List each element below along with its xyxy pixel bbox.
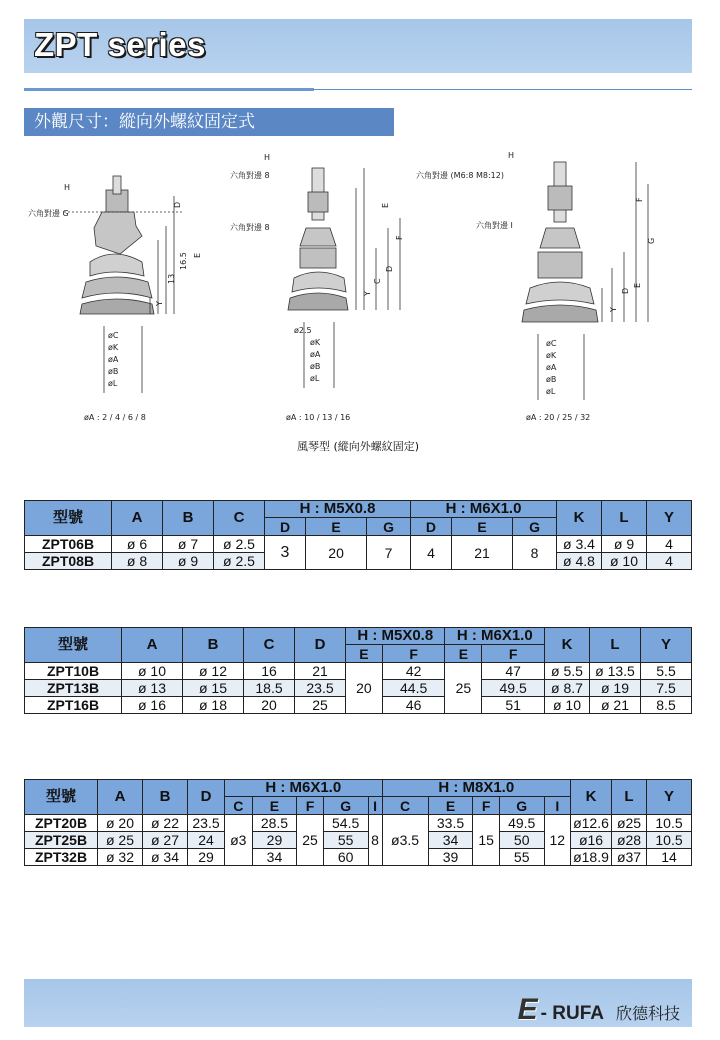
label-hex-g: 六角對邊 G [28, 209, 69, 218]
dim-e: E [633, 282, 642, 288]
cell-d2: 4 [410, 536, 451, 570]
dim-c: C [373, 278, 382, 284]
dia-k: øK [108, 343, 119, 352]
cell-e1: 20 [346, 663, 383, 714]
cell-a: ø 16 [122, 697, 183, 714]
diagram-caption: 風琴型 (縱向外螺紋固定) [296, 440, 420, 453]
cell-f1: 25 [297, 815, 323, 866]
cell-c: 20 [244, 697, 295, 714]
cell-i2: 12 [544, 815, 570, 866]
brand-e: E [517, 993, 537, 1026]
th-model: 型號 [25, 780, 98, 815]
dia-a: øA [310, 350, 321, 359]
cell-f2: 49.5 [482, 680, 545, 697]
cell-f1: 46 [382, 697, 445, 714]
cell-i1: 8 [368, 815, 382, 866]
cell-k: ø 10 [545, 697, 590, 714]
th-sub: D [410, 518, 451, 536]
dia-2-5: ø2.5 [294, 326, 312, 335]
cell-a: ø 10 [122, 663, 183, 680]
cell-l: ø 19 [590, 680, 641, 697]
page-title: ZPT series [34, 26, 206, 63]
cell-model: ZPT16B [25, 697, 122, 714]
table-row [25, 815, 692, 832]
cell-c1: ø3 [225, 815, 253, 866]
th-sub: G [367, 518, 411, 536]
cell-y: 14 [647, 849, 692, 866]
cell-y: 5.5 [641, 663, 692, 680]
th-sub: E [445, 645, 482, 663]
th-sub: E [346, 645, 383, 663]
dim-d: D [385, 265, 394, 272]
cell-l: ø37 [612, 849, 647, 866]
dim-16-5: 16.5 [179, 252, 188, 270]
th-k: K [545, 628, 590, 663]
th-h1: H : M5X0.8 [346, 628, 445, 645]
th-sub: F [297, 797, 323, 815]
dia-c: øC [546, 339, 557, 348]
th-h2: H : M8X1.0 [382, 780, 570, 797]
dia-l: øL [108, 379, 118, 388]
cell-d: 23.5 [188, 815, 225, 832]
th-h1: H : M5X0.8 [265, 501, 411, 518]
cell-l: ø 9 [602, 536, 647, 553]
cell-model: ZPT08B [25, 553, 112, 570]
cell-e2: 34 [428, 832, 473, 849]
diagram-area [24, 148, 692, 458]
cell-y: 10.5 [647, 815, 692, 832]
th-sub: I [544, 797, 570, 815]
cell-b: ø 12 [183, 663, 244, 680]
cell-g1: 54.5 [323, 815, 368, 832]
th-sub: D [265, 518, 306, 536]
cell-b: ø 18 [183, 697, 244, 714]
dim-d: D [173, 201, 182, 208]
th-d: D [295, 628, 346, 663]
cell-g2: 50 [499, 832, 544, 849]
th-sub: G [499, 797, 544, 815]
cell-g1: 55 [323, 832, 368, 849]
cell-e2: 25 [445, 663, 482, 714]
cell-g2: 55 [499, 849, 544, 866]
cell-k: ø12.6 [571, 815, 612, 832]
section-label: 外觀尺寸：縱向外螺紋固定式 [24, 108, 394, 136]
technical-drawings [24, 148, 692, 428]
th-c: C [244, 628, 295, 663]
dia-k: øK [310, 338, 321, 347]
label-hex-top: 六角對邊 (M6:8 M8:12) [416, 171, 504, 180]
th-sub: E [452, 518, 513, 536]
cell-e1: 34 [252, 849, 297, 866]
dia-k: øK [546, 351, 557, 360]
cell-c: 18.5 [244, 680, 295, 697]
cell-e2: 33.5 [428, 815, 473, 832]
table-row [25, 832, 692, 849]
cell-f2: 15 [473, 815, 499, 866]
cell-k: ø16 [571, 832, 612, 849]
th-l: L [590, 628, 641, 663]
dia-a: øA [108, 355, 119, 364]
dim-f: F [635, 197, 644, 202]
drawing-3 [522, 162, 648, 400]
th-model: 型號 [25, 628, 122, 663]
dim-y: Y [363, 291, 372, 296]
cell-model: ZPT32B [25, 849, 98, 866]
size-label-1: øA : 2 / 4 / 6 / 8 [84, 413, 146, 422]
cell-model: ZPT25B [25, 832, 98, 849]
cell-g1: 7 [367, 536, 411, 570]
cell-e2: 39 [428, 849, 473, 866]
dim-y: Y [609, 307, 618, 312]
cell-k: ø 4.8 [557, 553, 602, 570]
th-sub: E [428, 797, 473, 815]
cell-l: ø 10 [602, 553, 647, 570]
th-h1: H : M6X1.0 [225, 780, 383, 797]
cell-a: ø 20 [98, 815, 143, 832]
th-sub: E [306, 518, 367, 536]
cell-e1: 28.5 [252, 815, 297, 832]
dia-b: øB [310, 362, 321, 371]
cell-d: 21 [295, 663, 346, 680]
cell-k: ø 5.5 [545, 663, 590, 680]
drawing-1 [64, 176, 184, 393]
dia-a: øA [546, 363, 557, 372]
brand-cn: 欣德科技 [615, 1004, 680, 1023]
th-l: L [612, 780, 647, 815]
cell-model: ZPT13B [25, 680, 122, 697]
cell-f2: 47 [482, 663, 545, 680]
dim-y: Y [155, 301, 164, 306]
table-row [25, 849, 692, 866]
th-sub: F [473, 797, 499, 815]
th-y: Y [647, 501, 692, 536]
cell-d: 24 [188, 832, 225, 849]
cell-y: 10.5 [647, 832, 692, 849]
dim-e: E [381, 202, 390, 208]
cell-a: ø 25 [98, 832, 143, 849]
th-l: L [602, 501, 647, 536]
brand-logo [518, 993, 680, 1027]
cell-model: ZPT20B [25, 815, 98, 832]
cell-k: ø18.9 [571, 849, 612, 866]
dim-e: E [193, 252, 202, 258]
th-b: B [183, 628, 244, 663]
th-sub: F [482, 645, 545, 663]
th-sub: E [252, 797, 297, 815]
th-sub: C [225, 797, 253, 815]
th-a: A [98, 780, 143, 815]
th-sub: G [513, 518, 557, 536]
label-hex-mid: 六角對邊 8 [230, 223, 270, 232]
th-k: K [557, 501, 602, 536]
th-y: Y [641, 628, 692, 663]
cell-a: ø 6 [112, 536, 163, 553]
cell-g2: 49.5 [499, 815, 544, 832]
cell-c: ø 2.5 [214, 553, 265, 570]
cell-b: ø 15 [183, 680, 244, 697]
cell-a: ø 13 [122, 680, 183, 697]
cell-model: ZPT06B [25, 536, 112, 553]
cell-c: 16 [244, 663, 295, 680]
cell-y: 8.5 [641, 697, 692, 714]
cell-f1: 42 [382, 663, 445, 680]
th-model: 型號 [25, 501, 112, 536]
dia-l: øL [546, 387, 556, 396]
cell-g1: 60 [323, 849, 368, 866]
th-k: K [571, 780, 612, 815]
cell-e1: 20 [306, 536, 367, 570]
cell-b: ø 9 [163, 553, 214, 570]
spec-table-2 [24, 627, 692, 714]
th-y: Y [647, 780, 692, 815]
cell-f1: 44.5 [382, 680, 445, 697]
dia-b: øB [108, 367, 119, 376]
cell-d: 25 [295, 697, 346, 714]
th-a: A [122, 628, 183, 663]
label-hex-top: 六角對邊 8 [230, 171, 270, 180]
dia-l: øL [310, 374, 320, 383]
cell-g2: 8 [513, 536, 557, 570]
brand-rufa: - RUFA [540, 1003, 604, 1024]
cell-y: 4 [647, 553, 692, 570]
th-sub: F [382, 645, 445, 663]
dia-b: øB [546, 375, 557, 384]
table-row [25, 663, 692, 680]
dim-f: F [395, 235, 404, 240]
dim-d: D [621, 287, 630, 294]
header-rule-accent [24, 88, 314, 91]
spec-table-3 [24, 779, 692, 866]
cell-b: ø 7 [163, 536, 214, 553]
label-h: H [264, 153, 271, 162]
cell-model: ZPT10B [25, 663, 122, 680]
th-sub: I [368, 797, 382, 815]
cell-b: ø 34 [143, 849, 188, 866]
cell-d: 29 [188, 849, 225, 866]
cell-e2: 21 [452, 536, 513, 570]
th-a: A [112, 501, 163, 536]
size-label-2: øA : 10 / 13 / 16 [286, 413, 351, 422]
cell-k: ø 8.7 [545, 680, 590, 697]
th-d: D [188, 780, 225, 815]
cell-l: ø25 [612, 815, 647, 832]
th-sub: G [323, 797, 368, 815]
dim-g: G [647, 237, 656, 244]
cell-d: 23.5 [295, 680, 346, 697]
cell-b: ø 22 [143, 815, 188, 832]
dia-c: øC [108, 331, 119, 340]
spec-table-1 [24, 500, 692, 570]
table-row [25, 536, 692, 553]
cell-a: ø 8 [112, 553, 163, 570]
th-b: B [163, 501, 214, 536]
cell-c2: ø3.5 [382, 815, 428, 866]
label-h: H [64, 183, 71, 192]
th-b: B [143, 780, 188, 815]
cell-c: ø 2.5 [214, 536, 265, 553]
cell-f2: 51 [482, 697, 545, 714]
cell-y: 4 [647, 536, 692, 553]
th-c: C [214, 501, 265, 536]
cell-y: 7.5 [641, 680, 692, 697]
drawing-2 [288, 168, 400, 388]
size-label-3: øA : 20 / 25 / 32 [526, 413, 591, 422]
cell-l: ø28 [612, 832, 647, 849]
cell-l: ø 13.5 [590, 663, 641, 680]
cell-k: ø 3.4 [557, 536, 602, 553]
cell-e1: 29 [252, 832, 297, 849]
cell-b: ø 27 [143, 832, 188, 849]
th-h2: H : M6X1.0 [445, 628, 545, 645]
label-h: H [508, 151, 515, 160]
label-hex-mid: 六角對邊 I [476, 221, 513, 230]
th-sub: C [382, 797, 428, 815]
cell-a: ø 32 [98, 849, 143, 866]
cell-d1: 3 [265, 536, 306, 570]
cell-l: ø 21 [590, 697, 641, 714]
dim-13: 13 [167, 273, 176, 284]
th-h2: H : M6X1.0 [410, 501, 556, 518]
